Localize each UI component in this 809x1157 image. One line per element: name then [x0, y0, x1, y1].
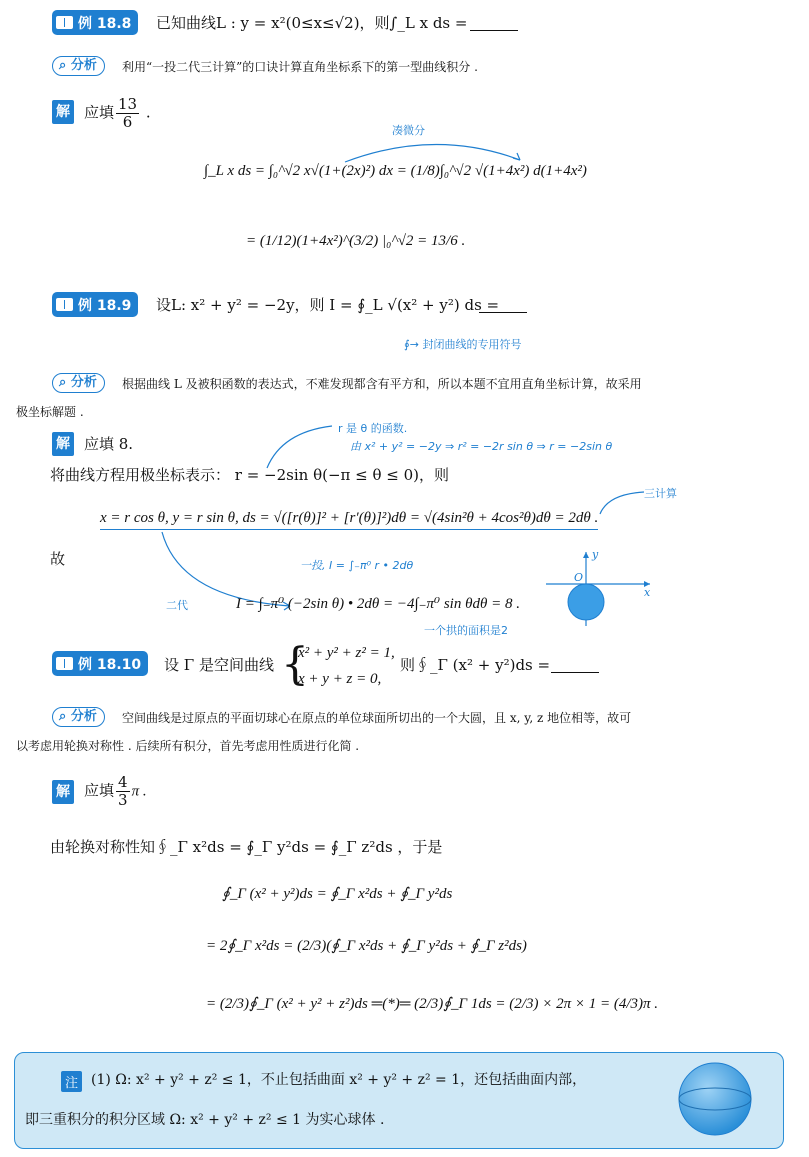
axis-y-label: y — [592, 548, 599, 561]
axis-x-label: x — [644, 586, 651, 599]
example-badge-18-10: 例 18.10 — [52, 651, 148, 676]
example-badge-18-8: 例 18.8 — [52, 10, 138, 35]
ex3-system-1: x² + y² + z² = 1, — [298, 645, 395, 661]
ex3-symmetry: 由轮换对称性知∮_Γ x²ds = ∮_Γ y²ds = ∮_Γ z²ds ，于是 — [50, 838, 443, 856]
note-line-1: (1) Ω: x² + y² + z² ≤ 1，不止包括曲面 x² + y² + z² = 1，还包括曲面内部， — [91, 1072, 587, 1088]
closed-curve-note: ∮→ 封闭曲线的专用符号 — [404, 338, 522, 351]
note-line-2: 即三重积分的积分区域 Ω: x² + y² + z² ≤ 1 为实心球体 . — [25, 1112, 385, 1128]
ex2-analysis-2: 极坐标解题 . — [16, 405, 84, 419]
note-tou: 一投, I = ∫₋π⁰ r • 2dθ — [300, 559, 414, 572]
ex2-final: I = ∫₋π⁰ (−2sin θ) • 2dθ = −4∫₋π⁰ sin θdθ = 8 . — [236, 596, 520, 612]
sphere-diagram — [675, 1059, 755, 1139]
answer-blank — [479, 312, 527, 313]
example-badge-18-9: 例 18.9 — [52, 292, 138, 317]
ex2-polar: 将曲线方程用极坐标表示： r = −2sin θ(−π ≤ θ ≤ 0)，则 — [50, 466, 450, 484]
note-calc: 三计算 — [644, 487, 677, 500]
ex2-answer: 应填 8. — [84, 435, 134, 453]
ex3-question-pre: 设 Γ 是空间曲线 — [164, 656, 274, 674]
analysis-tag: ⌕ 分析 — [52, 373, 105, 393]
ex1-question: 已知曲线L : y = x²(0≤x≤√2)，则∫_L x ds = — [156, 14, 468, 32]
ex2-question: 设L: x² + y² = −2y，则 I = ∮_L √(x² + y²) ds = — [156, 296, 500, 314]
ex2-ds-line: x = r cos θ, y = r sin θ, ds = √([r(θ)]² + [r′(θ)]²)dθ = √(4sin²θ + 4cos²θ)dθ = 2dθ . — [100, 510, 598, 530]
circle-diagram — [542, 548, 662, 628]
ex2-gu: 故 — [50, 550, 66, 568]
note-r-derivation: 由 x² + y² = −2y ⇒ r² = −2r sin θ ⇒ r = −2sin θ — [350, 440, 613, 453]
analysis-tag: ⌕ 分析 — [52, 707, 105, 727]
ex3-line2: = 2∮_Γ x²ds = (2/3)(∮_Γ x²ds + ∮_Γ y²ds + ∮_Γ z²ds) — [206, 938, 527, 954]
note-box — [14, 1052, 784, 1149]
ex3-question-post: 则∮_Γ (x² + y²)ds = — [400, 656, 551, 674]
answer-blank — [470, 30, 518, 31]
ex3-answer: 应填 $\frac{4}{3}$ π . — [84, 773, 147, 809]
ex2-analysis-1: 根据曲线 L 及被积函数的表达式，不难发现都含有平方和，所以本题不宜用直角坐标计算，故采用 — [122, 377, 642, 391]
ex1-line1: ∫_L x ds = ∫₀^√2 x√(1+(2x)²) dx = (1/8)∫₀^√2 √(1+4x²) d(1+4x²) — [204, 163, 587, 179]
system-brace: { — [281, 639, 309, 690]
note-tag: 注 — [61, 1071, 82, 1092]
ex3-line3: = (2/3)∮_Γ (x² + y² + z²)ds ═(*)═ (2/3)∮_Γ 1ds = (2/3) × 2π × 1 = (4/3)π . — [206, 996, 659, 1012]
analysis-tag: ⌕ 分析 — [52, 56, 105, 76]
note-r-function: r 是 θ 的函数. — [338, 422, 408, 435]
book-icon — [56, 657, 73, 670]
note-micro: 凑微分 — [392, 124, 425, 137]
ex3-analysis-2: 以考虑用轮换对称性 . 后续所有积分，首先考虑用性质进行化简 . — [16, 739, 360, 753]
ex3-analysis-1: 空间曲线是过原点的平面切球心在原点的单位球面所切出的一个大圆，且 x, y, z 地位相等，故可 — [122, 711, 632, 725]
ex1-analysis: 利用“一投二代三计算”的口诀计算直角坐标系下的第一型曲线积分 . — [122, 60, 478, 74]
answer-tag: 解 — [52, 100, 74, 124]
book-icon — [56, 298, 73, 311]
note-dai: 二代 — [166, 599, 188, 612]
note-arch: 一个拱的面积是2 — [424, 624, 508, 637]
answer-blank — [551, 672, 599, 673]
answer-tag: 解 — [52, 780, 74, 804]
book-icon — [56, 16, 73, 29]
arrow-annotation — [262, 422, 342, 472]
arrow-annotation — [598, 488, 648, 518]
ex3-line1: ∮_Γ (x² + y²)ds = ∮_Γ x²ds + ∮_Γ y²ds — [222, 886, 453, 902]
ex3-system-2: x + y + z = 0, — [298, 671, 382, 687]
answer-tag: 解 — [52, 432, 74, 456]
ex1-line2: = (1/12)(1+4x²)^(3/2) |₀^√2 = 13/6 . — [246, 233, 466, 249]
ex1-answer: 应填 $\frac{13}{6}$ . — [84, 95, 151, 131]
origin-label: O — [574, 571, 584, 584]
